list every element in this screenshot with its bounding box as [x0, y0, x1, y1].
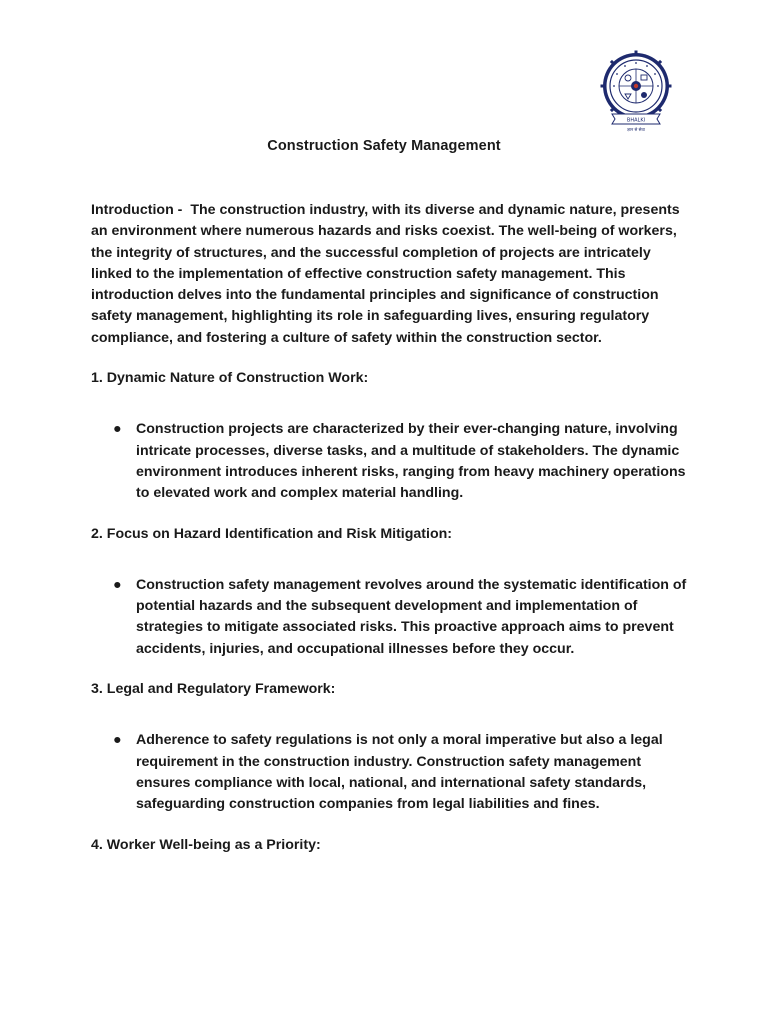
section-heading-3: 3. Legal and Regulatory Framework:: [91, 681, 336, 698]
intro-text: The construction industry, with its diverse and dynamic nature, presents an environment where numerous hazards and risks coexist. The well-being of workers, the integrity of structures, and the successful completion of projects are intricately linked to the implementation of effective construction safety management. This introduction delves into the fundamental principles and significance of construction safety management, highlighting its role in safeguarding lives, ensuring regulatory compliance, and fostering a culture of safety within the construction sector.: [91, 202, 680, 346]
seal-motto-text: ज्ञान से सेवा: [627, 127, 645, 132]
section-1-list: [91, 419, 691, 504]
list-item-text: Construction projects are characterized by their ever-changing nature, involving intricate processes, diverse tasks, and a multitude of stakeholders. The dynamic environment introduces inherent risks, ranging from heavy machinery operations to elevated work and complex material handling.: [136, 421, 686, 502]
list-item: [91, 730, 691, 815]
university-seal-icon: [600, 50, 672, 134]
section-heading-1: 1. Dynamic Nature of Construction Work:: [91, 370, 369, 387]
list-item-text: Adherence to safety regulations is not only a moral imperative but also a legal requirement in the construction industry. Construction safety management ensures compliance with local, national, and international safety standards, safeguarding construction companies from legal liabilities and fines.: [136, 732, 663, 813]
section-2-list: [91, 575, 691, 660]
section-3-list: [91, 730, 691, 815]
bullet-icon: ●: [113, 421, 122, 438]
bullet-icon: ●: [113, 576, 122, 593]
page-title: Construction Safety Management: [267, 138, 501, 154]
seal-ribbon-text: BHALKI: [626, 117, 646, 124]
bullet-icon: ●: [113, 732, 122, 749]
section-heading-4: 4. Worker Well-being as a Priority:: [91, 836, 321, 853]
document-body: [91, 200, 691, 856]
intro-label: Introduction -: [91, 202, 183, 218]
intro-paragraph: [91, 200, 691, 349]
list-item: [91, 575, 691, 660]
list-item: [91, 419, 691, 504]
list-item-text: Construction safety management revolves around the systematic identification of potential hazards and the subsequent development and implementation of strategies to mitigate associated risks. This proactive approach aims to prevent accidents, injuries, and occupational illnesses before they occur.: [136, 576, 687, 657]
section-heading-2: 2. Focus on Hazard Identification and Risk Mitigation:: [91, 525, 453, 542]
